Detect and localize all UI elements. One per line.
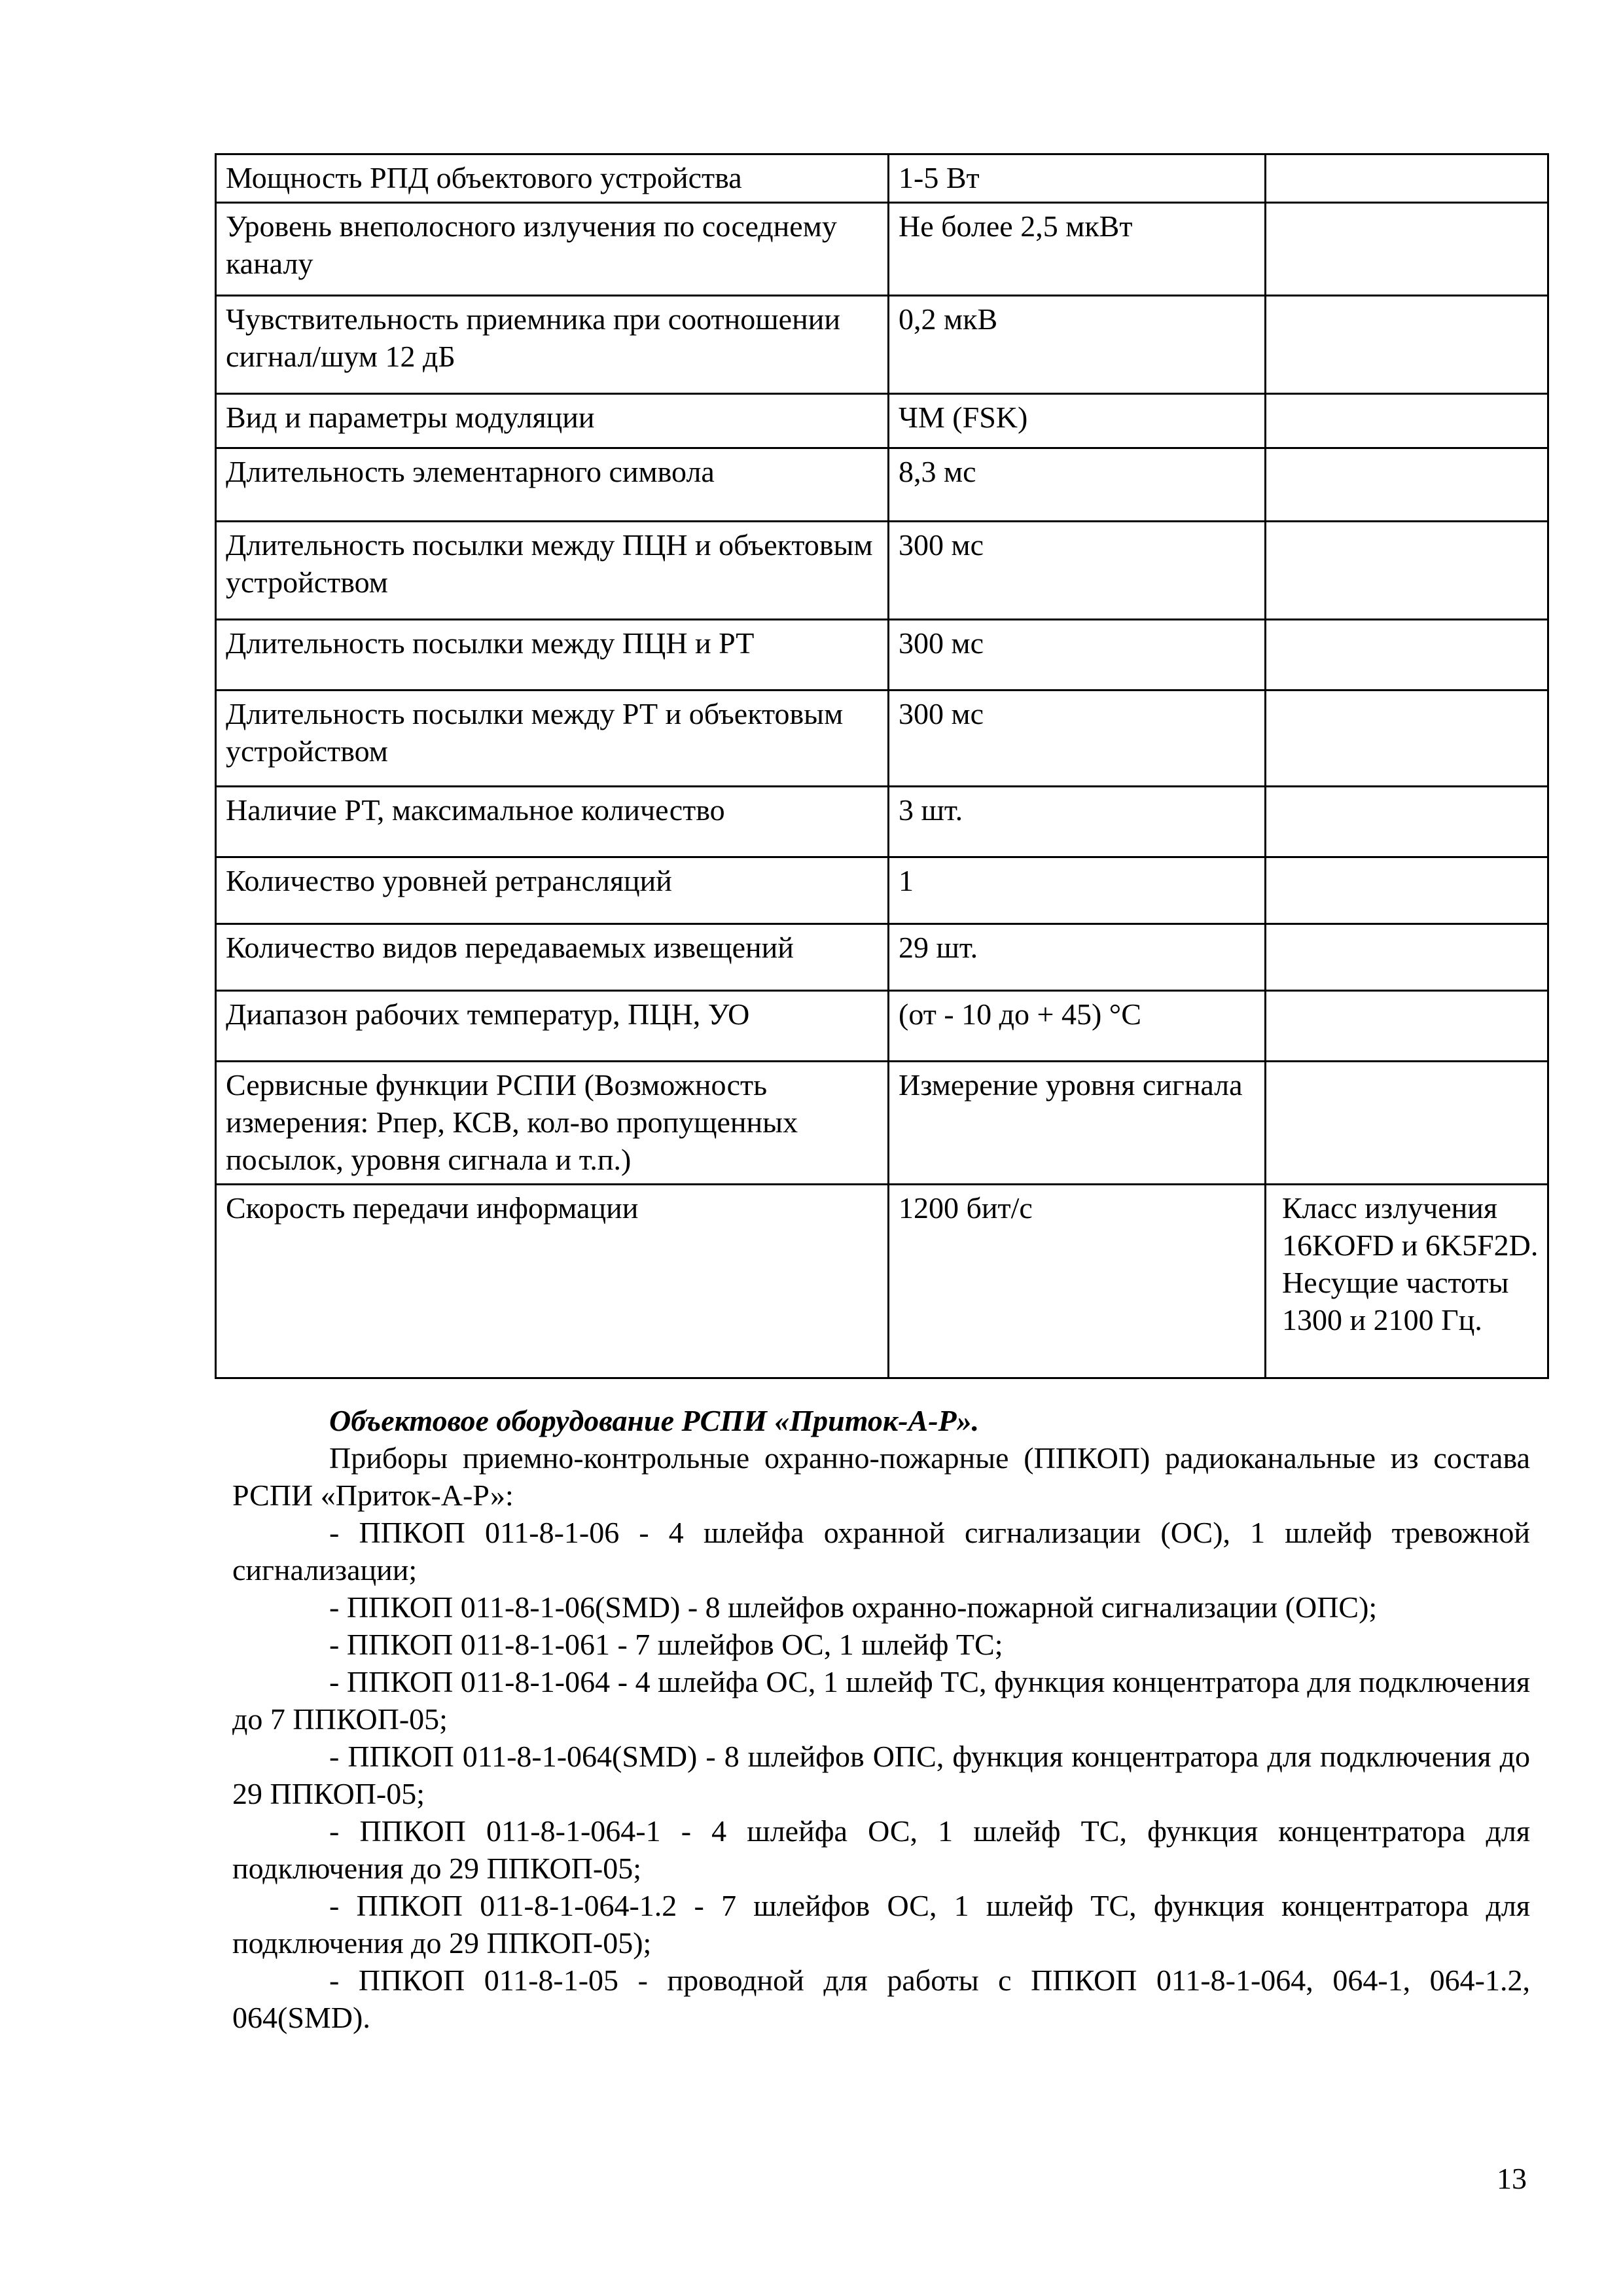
param-cell: Вид и параметры модуляции — [216, 394, 889, 448]
param-cell: Сервисные функции РСПИ (Возможность измерения: Рпер, КСВ, кол-во пропущенных посылок, уровня сигнала и т.п.) — [216, 1062, 889, 1185]
list-item: - ППКОП 011-8-1-061 - 7 шлейфов ОС, 1 шлейф ТС; — [329, 1628, 1003, 1661]
note-cell — [1266, 448, 1548, 522]
value-cell: 300 мс — [889, 691, 1266, 787]
page-number: 13 — [1497, 2162, 1527, 2195]
list-item: - ППКОП 011-8-1-064 - 4 шлейфа ОС, 1 шлейф ТС, функция концентратора для подключения до 7 ППКОП-05; — [232, 1665, 1530, 1736]
param-cell: Скорость передачи информации — [216, 1185, 889, 1378]
param-cell: Наличие РТ, максимальное количество — [216, 787, 889, 857]
param-cell: Длительность посылки между РТ и объектовым устройством — [216, 691, 889, 787]
note-cell — [1266, 857, 1548, 924]
param-cell: Количество уровней ретрансляций — [216, 857, 889, 924]
table-row — [216, 448, 1548, 522]
table-row — [216, 394, 1548, 448]
param-cell: Длительность посылки между ПЦН и объектовым устройством — [216, 522, 889, 620]
table-row — [216, 691, 1548, 787]
note-cell — [1266, 691, 1548, 787]
table-row — [216, 522, 1548, 620]
table-row — [216, 154, 1548, 203]
note-cell — [1266, 1062, 1548, 1185]
table-row — [216, 1062, 1548, 1185]
value-cell: Не более 2,5 мкВт — [889, 203, 1266, 296]
value-cell: 3 шт. — [889, 787, 1266, 857]
value-cell: 29 шт. — [889, 924, 1266, 991]
note-cell — [1266, 991, 1548, 1062]
list-item: - ППКОП 011-8-1-05 - проводной для работы с ППКОП 011-8-1-064, 064-1, 064-1.2, 064(SMD). — [232, 1964, 1530, 2034]
param-cell: Длительность посылки между ПЦН и РТ — [216, 620, 889, 691]
param-cell: Чувствительность приемника при соотношении сигнал/шум 12 дБ — [216, 296, 889, 394]
table-row — [216, 857, 1548, 924]
note-cell — [1266, 620, 1548, 691]
list-item: - ППКОП 011-8-1-06 - 4 шлейфа охранной сигнализации (ОС), 1 шлейф тревожной сигнализации; — [232, 1516, 1530, 1587]
table-row — [216, 787, 1548, 857]
body-text — [232, 1402, 1530, 2036]
note-cell — [1266, 203, 1548, 296]
note-cell — [1266, 924, 1548, 991]
spec-table — [215, 153, 1549, 1379]
table-row — [216, 924, 1548, 991]
list-item: - ППКОП 011-8-1-06(SMD) - 8 шлейфов охранно-пожарной сигнализации (ОПС); — [329, 1590, 1378, 1624]
list-item: - ППКОП 011-8-1-064(SMD) - 8 шлейфов ОПС, функция концентратора для подключения до 29 ППКОП-05; — [232, 1740, 1530, 1810]
value-cell: 8,3 мс — [889, 448, 1266, 522]
param-cell: Диапазон рабочих температур, ПЦН, УО — [216, 991, 889, 1062]
list-item: - ППКОП 011-8-1-064-1 - 4 шлейфа ОС, 1 шлейф ТС, функция концентратора для подключения до 29 ППКОП-05; — [232, 1814, 1530, 1885]
note-cell — [1266, 394, 1548, 448]
list-item: - ППКОП 011-8-1-064-1.2 - 7 шлейфов ОС, 1 шлейф ТС, функция концентратора для подключения до 29 ППКОП-05); — [232, 1889, 1530, 1960]
value-cell: 300 мс — [889, 522, 1266, 620]
note-cell — [1266, 154, 1548, 203]
value-cell: 1-5 Вт — [889, 154, 1266, 203]
table-row — [216, 296, 1548, 394]
table-row — [216, 203, 1548, 296]
intro-paragraph: Приборы приемно-контрольные охранно-пожарные (ППКОП) радиоканальные из состава РСПИ «Приток-А-Р»: — [232, 1441, 1530, 1512]
table-row — [216, 1185, 1548, 1378]
table-row — [216, 991, 1548, 1062]
table-row — [216, 620, 1548, 691]
value-cell: ЧМ (FSK) — [889, 394, 1266, 448]
note-cell — [1266, 522, 1548, 620]
value-cell: 1 — [889, 857, 1266, 924]
section-heading: Объектовое оборудование РСПИ «Приток-А-Р». — [329, 1404, 980, 1437]
value-cell: 1200 бит/с — [889, 1185, 1266, 1378]
note-cell: Класс излучения 16KOFD и 6K5F2D. Несущие частоты 1300 и 2100 Гц. — [1266, 1185, 1548, 1378]
param-cell: Мощность РПД объектового устройства — [216, 154, 889, 203]
param-cell: Длительность элементарного символа — [216, 448, 889, 522]
value-cell: (от - 10 до + 45) °С — [889, 991, 1266, 1062]
value-cell: 0,2 мкВ — [889, 296, 1266, 394]
note-cell — [1266, 296, 1548, 394]
note-cell — [1266, 787, 1548, 857]
value-cell: 300 мс — [889, 620, 1266, 691]
param-cell: Количество видов передаваемых извещений — [216, 924, 889, 991]
param-cell: Уровень внеполосного излучения по соседнему каналу — [216, 203, 889, 296]
value-cell: Измерение уровня сигнала — [889, 1062, 1266, 1185]
